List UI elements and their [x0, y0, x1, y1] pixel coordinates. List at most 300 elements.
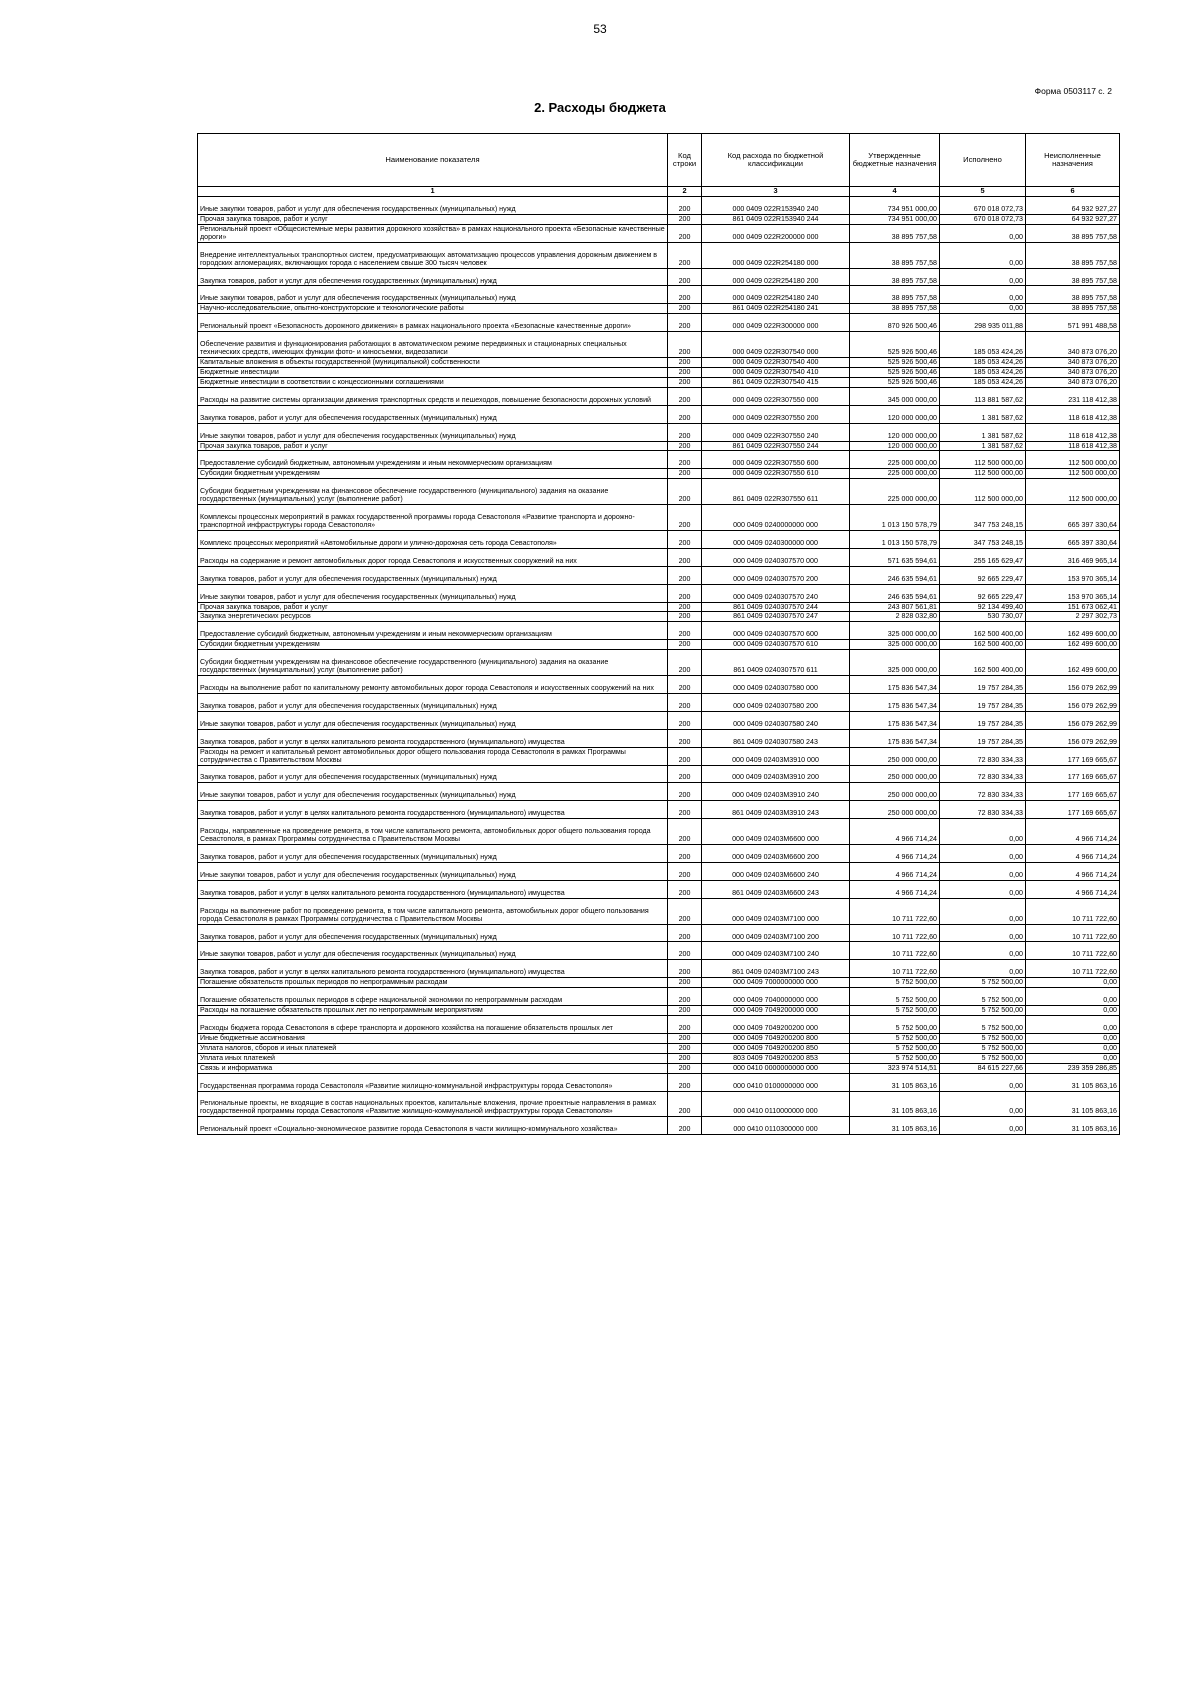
- row-line-code: 200: [668, 479, 702, 505]
- row-indicator-name: Субсидии бюджетным учреждениям на финансовое обеспечение государственного (муниципального) задания на оказание государственных (муниципальных) услуг (выполнение работ): [198, 650, 668, 676]
- row-expense-code: 000 0409 7049200200 850: [702, 1043, 850, 1053]
- table-row: [198, 1006, 1120, 1016]
- row-expense-code: 000 0409 02403М7100 000: [702, 898, 850, 924]
- row-approved-amount: 243 807 561,81: [850, 602, 940, 612]
- row-line-code: 200: [668, 197, 702, 215]
- table-row: [198, 978, 1120, 988]
- row-remaining-amount: 0,00: [1026, 1033, 1120, 1043]
- row-approved-amount: 5 752 500,00: [850, 1043, 940, 1053]
- row-executed-amount: 0,00: [940, 819, 1026, 845]
- row-line-code: 200: [668, 602, 702, 612]
- row-remaining-amount: 156 079 262,99: [1026, 693, 1120, 711]
- row-indicator-name: Субсидии бюджетным учреждениям: [198, 469, 668, 479]
- row-expense-code: 000 0409 022R307550 600: [702, 451, 850, 469]
- row-line-code: 200: [668, 845, 702, 863]
- row-line-code: 200: [668, 622, 702, 640]
- row-expense-code: 000 0409 7049200000 000: [702, 1006, 850, 1016]
- table-row: [198, 423, 1120, 441]
- row-expense-code: 000 0410 0000000000 000: [702, 1063, 850, 1073]
- row-indicator-name: Расходы на выполнение работ по проведению ремонта, в том числе капитального ремонта, автомобильных дорог общего пользования города Севастополя в рамках Программы сотрудничества с Правительством Москвы: [198, 898, 668, 924]
- row-indicator-name: Расходы на погашение обязательств прошлых лет по непрограммным мероприятиям: [198, 1006, 668, 1016]
- row-expense-code: 861 0409 022R307540 415: [702, 377, 850, 387]
- row-indicator-name: Предоставление субсидий бюджетным, автономным учреждениям и иным некоммерческим организациям: [198, 622, 668, 640]
- row-remaining-amount: 156 079 262,99: [1026, 711, 1120, 729]
- row-executed-amount: 0,00: [940, 960, 1026, 978]
- row-expense-code: 000 0409 0240307570 240: [702, 584, 850, 602]
- row-remaining-amount: 0,00: [1026, 1053, 1120, 1063]
- table-row: [198, 942, 1120, 960]
- table-row: [198, 1073, 1120, 1091]
- row-executed-amount: 5 752 500,00: [940, 1043, 1026, 1053]
- row-remaining-amount: 151 673 062,41: [1026, 602, 1120, 612]
- row-line-code: 200: [668, 1053, 702, 1063]
- header-executed: Исполнено: [940, 134, 1026, 187]
- row-executed-amount: 530 730,07: [940, 612, 1026, 622]
- row-expense-code: 000 0409 0240300000 000: [702, 530, 850, 548]
- row-indicator-name: Иные закупки товаров, работ и услуг для обеспечения государственных (муниципальных) нужд: [198, 286, 668, 304]
- row-executed-amount: 0,00: [940, 880, 1026, 898]
- row-line-code: 200: [668, 783, 702, 801]
- row-remaining-amount: 156 079 262,99: [1026, 676, 1120, 694]
- row-indicator-name: Уплата иных платежей: [198, 1053, 668, 1063]
- row-executed-amount: 5 752 500,00: [940, 978, 1026, 988]
- table-header-row: [198, 134, 1120, 187]
- row-executed-amount: 0,00: [940, 286, 1026, 304]
- table-row: [198, 332, 1120, 358]
- row-expense-code: 000 0409 022R307550 610: [702, 469, 850, 479]
- row-indicator-name: Иные закупки товаров, работ и услуг для обеспечения государственных (муниципальных) нужд: [198, 423, 668, 441]
- row-approved-amount: 250 000 000,00: [850, 747, 940, 765]
- row-executed-amount: 185 053 424,26: [940, 358, 1026, 368]
- row-expense-code: 000 0410 0110000000 000: [702, 1091, 850, 1117]
- row-indicator-name: Иные закупки товаров, работ и услуг для обеспечения государственных (муниципальных) нужд: [198, 862, 668, 880]
- row-indicator-name: Расходы бюджета города Севастополя в сфере транспорта и дорожного хозяйства на погашение обязательств прошлых лет: [198, 1015, 668, 1033]
- row-expense-code: 000 0409 0240307570 200: [702, 566, 850, 584]
- row-remaining-amount: 162 499 600,00: [1026, 650, 1120, 676]
- row-executed-amount: 19 757 284,35: [940, 693, 1026, 711]
- table-row: [198, 441, 1120, 451]
- row-remaining-amount: 177 169 665,67: [1026, 765, 1120, 783]
- row-expense-code: 000 0409 7049200200 000: [702, 1015, 850, 1033]
- row-executed-amount: 19 757 284,35: [940, 676, 1026, 694]
- row-expense-code: 000 0409 022R254180 240: [702, 286, 850, 304]
- row-executed-amount: 5 752 500,00: [940, 1015, 1026, 1033]
- column-number: 1: [198, 187, 668, 197]
- row-approved-amount: 120 000 000,00: [850, 441, 940, 451]
- table-row: [198, 862, 1120, 880]
- row-remaining-amount: 38 895 757,58: [1026, 286, 1120, 304]
- row-expense-code: 000 0409 022R307550 240: [702, 423, 850, 441]
- table-row: [198, 960, 1120, 978]
- row-expense-code: 000 0409 02403М3910 000: [702, 747, 850, 765]
- row-approved-amount: 571 635 594,61: [850, 548, 940, 566]
- row-approved-amount: 1 013 150 578,79: [850, 530, 940, 548]
- row-line-code: 200: [668, 924, 702, 942]
- row-approved-amount: 246 635 594,61: [850, 566, 940, 584]
- row-indicator-name: Закупка товаров, работ и услуг для обеспечения государственных (муниципальных) нужд: [198, 924, 668, 942]
- table-row: [198, 530, 1120, 548]
- row-indicator-name: Научно-исследовательские, опытно-конструкторские и технологические работы: [198, 304, 668, 314]
- row-remaining-amount: 4 966 714,24: [1026, 862, 1120, 880]
- row-expense-code: 000 0409 7049200200 800: [702, 1033, 850, 1043]
- row-approved-amount: 5 752 500,00: [850, 978, 940, 988]
- row-remaining-amount: 38 895 757,58: [1026, 268, 1120, 286]
- row-expense-code: 000 0410 0110300000 000: [702, 1117, 850, 1135]
- table-row: [198, 693, 1120, 711]
- row-line-code: 200: [668, 505, 702, 531]
- row-expense-code: 000 0409 02403М6600 240: [702, 862, 850, 880]
- row-line-code: 200: [668, 423, 702, 441]
- row-executed-amount: 112 500 000,00: [940, 469, 1026, 479]
- table-row: [198, 405, 1120, 423]
- row-remaining-amount: 340 873 076,20: [1026, 358, 1120, 368]
- row-approved-amount: 4 966 714,24: [850, 845, 940, 863]
- row-executed-amount: 0,00: [940, 1073, 1026, 1091]
- row-executed-amount: 5 752 500,00: [940, 1006, 1026, 1016]
- row-approved-amount: 5 752 500,00: [850, 1006, 940, 1016]
- row-indicator-name: Погашение обязательств прошлых периодов в сфере национальной экономики по непрограммным расходам: [198, 988, 668, 1006]
- row-expense-code: 000 0409 022R254180 000: [702, 242, 850, 268]
- row-line-code: 200: [668, 387, 702, 405]
- row-indicator-name: Уплата налогов, сборов и иных платежей: [198, 1043, 668, 1053]
- row-approved-amount: 734 951 000,00: [850, 214, 940, 224]
- table-row: [198, 367, 1120, 377]
- table-row: [198, 387, 1120, 405]
- row-line-code: 200: [668, 332, 702, 358]
- row-approved-amount: 38 895 757,58: [850, 304, 940, 314]
- row-expense-code: 000 0409 02403М3910 200: [702, 765, 850, 783]
- row-approved-amount: 4 966 714,24: [850, 880, 940, 898]
- row-indicator-name: Расходы на ремонт и капитальный ремонт автомобильных дорог общего пользования города Севастополя в рамках Программы сотрудничества с Правительством Москвы: [198, 747, 668, 765]
- table-row: [198, 479, 1120, 505]
- row-indicator-name: Иные закупки товаров, работ и услуг для обеспечения государственных (муниципальных) нужд: [198, 584, 668, 602]
- table-row: [198, 268, 1120, 286]
- row-expense-code: 000 0409 02403М6600 000: [702, 819, 850, 845]
- table-row: [198, 505, 1120, 531]
- row-line-code: 200: [668, 1073, 702, 1091]
- row-remaining-amount: 4 966 714,24: [1026, 845, 1120, 863]
- row-approved-amount: 10 711 722,60: [850, 942, 940, 960]
- row-expense-code: 861 0409 022R307550 611: [702, 479, 850, 505]
- row-remaining-amount: 153 970 365,14: [1026, 584, 1120, 602]
- row-line-code: 200: [668, 224, 702, 242]
- row-line-code: 200: [668, 1033, 702, 1043]
- row-executed-amount: 1 381 587,62: [940, 423, 1026, 441]
- row-remaining-amount: 38 895 757,58: [1026, 242, 1120, 268]
- row-expense-code: 861 0409 022R254180 241: [702, 304, 850, 314]
- row-executed-amount: 72 830 334,33: [940, 747, 1026, 765]
- row-executed-amount: 5 752 500,00: [940, 1033, 1026, 1043]
- row-indicator-name: Закупка товаров, работ и услуг для обеспечения государственных (муниципальных) нужд: [198, 765, 668, 783]
- row-approved-amount: 525 926 500,46: [850, 332, 940, 358]
- row-line-code: 200: [668, 242, 702, 268]
- row-indicator-name: Закупка товаров, работ и услуг в целях капитального ремонта государственного (муниципального) имущества: [198, 960, 668, 978]
- table-row: [198, 711, 1120, 729]
- row-expense-code: 000 0409 022R307550 200: [702, 405, 850, 423]
- table-row: [198, 1043, 1120, 1053]
- row-expense-code: 000 0409 02403М3910 240: [702, 783, 850, 801]
- row-expense-code: 000 0409 022R307550 000: [702, 387, 850, 405]
- table-row: [198, 622, 1120, 640]
- row-executed-amount: 1 381 587,62: [940, 405, 1026, 423]
- row-indicator-name: Субсидии бюджетным учреждениям: [198, 640, 668, 650]
- row-approved-amount: 175 836 547,34: [850, 711, 940, 729]
- row-expense-code: 000 0409 022R254180 200: [702, 268, 850, 286]
- table-row: [198, 1015, 1120, 1033]
- row-expense-code: 000 0409 022R153940 240: [702, 197, 850, 215]
- row-executed-amount: 72 830 334,33: [940, 801, 1026, 819]
- row-remaining-amount: 64 932 927,27: [1026, 214, 1120, 224]
- row-executed-amount: 113 881 587,62: [940, 387, 1026, 405]
- table-row: [198, 924, 1120, 942]
- row-approved-amount: 5 752 500,00: [850, 988, 940, 1006]
- row-indicator-name: Погашение обязательств прошлых периодов по непрограммным расходам: [198, 978, 668, 988]
- row-expense-code: 000 0409 02403М6600 200: [702, 845, 850, 863]
- row-remaining-amount: 340 873 076,20: [1026, 332, 1120, 358]
- row-indicator-name: Закупка товаров, работ и услуг для обеспечения государственных (муниципальных) нужд: [198, 693, 668, 711]
- row-expense-code: 000 0409 022R307540 000: [702, 332, 850, 358]
- row-remaining-amount: 38 895 757,58: [1026, 224, 1120, 242]
- row-indicator-name: Комплексы процессных мероприятий в рамках государственной программы города Севастополя «Развитие транспорта и дорожно-транспортной инфраструктуры города Севастополя»: [198, 505, 668, 531]
- row-remaining-amount: 38 895 757,58: [1026, 304, 1120, 314]
- row-approved-amount: 10 711 722,60: [850, 898, 940, 924]
- table-row: [198, 224, 1120, 242]
- row-remaining-amount: 112 500 000,00: [1026, 479, 1120, 505]
- row-expense-code: 861 0409 02403М3910 243: [702, 801, 850, 819]
- row-indicator-name: Бюджетные инвестиции: [198, 367, 668, 377]
- row-approved-amount: 525 926 500,46: [850, 367, 940, 377]
- row-line-code: 200: [668, 765, 702, 783]
- row-line-code: 200: [668, 960, 702, 978]
- row-indicator-name: Региональные проекты, не входящие в состав национальных проектов, капитальные вложения, прочие проектные направления в рамках государственной программы города Севастополя «Развитие жилищно-коммунальной инфраструктуры города Севастополя»: [198, 1091, 668, 1117]
- row-approved-amount: 1 013 150 578,79: [850, 505, 940, 531]
- row-indicator-name: Предоставление субсидий бюджетным, автономным учреждениям и иным некоммерческим организациям: [198, 451, 668, 469]
- row-line-code: 200: [668, 286, 702, 304]
- table-row: [198, 845, 1120, 863]
- row-approved-amount: 225 000 000,00: [850, 451, 940, 469]
- row-expense-code: 000 0409 7040000000 000: [702, 988, 850, 1006]
- row-approved-amount: 5 752 500,00: [850, 1033, 940, 1043]
- row-indicator-name: Закупка товаров, работ и услуг в целях капитального ремонта государственного (муниципального) имущества: [198, 729, 668, 747]
- row-approved-amount: 325 000 000,00: [850, 650, 940, 676]
- row-executed-amount: 162 500 400,00: [940, 622, 1026, 640]
- row-approved-amount: 250 000 000,00: [850, 765, 940, 783]
- header-remaining: Неисполненные назначения: [1026, 134, 1120, 187]
- row-remaining-amount: 2 297 302,73: [1026, 612, 1120, 622]
- table-row: [198, 584, 1120, 602]
- row-executed-amount: 92 665 229,47: [940, 584, 1026, 602]
- row-line-code: 200: [668, 676, 702, 694]
- row-approved-amount: 10 711 722,60: [850, 924, 940, 942]
- row-remaining-amount: 0,00: [1026, 1015, 1120, 1033]
- row-approved-amount: 225 000 000,00: [850, 479, 940, 505]
- row-executed-amount: 92 134 499,40: [940, 602, 1026, 612]
- row-line-code: 200: [668, 978, 702, 988]
- row-approved-amount: 38 895 757,58: [850, 242, 940, 268]
- row-executed-amount: 84 615 227,66: [940, 1063, 1026, 1073]
- row-line-code: 200: [668, 469, 702, 479]
- row-indicator-name: Прочая закупка товаров, работ и услуг: [198, 214, 668, 224]
- row-remaining-amount: 0,00: [1026, 978, 1120, 988]
- row-remaining-amount: 10 711 722,60: [1026, 960, 1120, 978]
- row-approved-amount: 734 951 000,00: [850, 197, 940, 215]
- row-expense-code: 861 0409 0240307570 247: [702, 612, 850, 622]
- header-expense-code: Код расхода по бюджетной классификации: [702, 134, 850, 187]
- row-expense-code: 000 0409 0240307580 240: [702, 711, 850, 729]
- row-remaining-amount: 0,00: [1026, 1043, 1120, 1053]
- row-line-code: 200: [668, 1043, 702, 1053]
- row-line-code: 200: [668, 1117, 702, 1135]
- row-approved-amount: 175 836 547,34: [850, 693, 940, 711]
- row-approved-amount: 175 836 547,34: [850, 676, 940, 694]
- row-indicator-name: Иные закупки товаров, работ и услуг для обеспечения государственных (муниципальных) нужд: [198, 942, 668, 960]
- row-indicator-name: Расходы на выполнение работ по капитальному ремонту автомобильных дорог города Севастополя и искусственных сооружений на них: [198, 676, 668, 694]
- row-approved-amount: 4 966 714,24: [850, 819, 940, 845]
- row-remaining-amount: 340 873 076,20: [1026, 367, 1120, 377]
- row-remaining-amount: 156 079 262,99: [1026, 729, 1120, 747]
- row-indicator-name: Комплекс процессных мероприятий «Автомобильные дороги и улично-дорожная сеть города Севастополя»: [198, 530, 668, 548]
- row-expense-code: 000 0409 022R300000 000: [702, 314, 850, 332]
- row-line-code: 200: [668, 729, 702, 747]
- header-indicator-name: Наименование показателя: [198, 134, 668, 187]
- row-executed-amount: 19 757 284,35: [940, 729, 1026, 747]
- row-remaining-amount: 177 169 665,67: [1026, 747, 1120, 765]
- table-row: [198, 1091, 1120, 1117]
- row-line-code: 200: [668, 819, 702, 845]
- row-remaining-amount: 118 618 412,38: [1026, 423, 1120, 441]
- row-line-code: 200: [668, 1063, 702, 1073]
- column-number: 6: [1026, 187, 1120, 197]
- table-row: [198, 377, 1120, 387]
- row-executed-amount: 347 753 248,15: [940, 505, 1026, 531]
- row-remaining-amount: 4 966 714,24: [1026, 880, 1120, 898]
- row-executed-amount: 92 665 229,47: [940, 566, 1026, 584]
- row-line-code: 200: [668, 358, 702, 368]
- row-approved-amount: 175 836 547,34: [850, 729, 940, 747]
- row-approved-amount: 120 000 000,00: [850, 405, 940, 423]
- header-line-code: Код строки: [668, 134, 702, 187]
- table-row: [198, 1117, 1120, 1135]
- row-approved-amount: 325 000 000,00: [850, 640, 940, 650]
- row-expense-code: 861 0409 022R153940 244: [702, 214, 850, 224]
- table-row: [198, 676, 1120, 694]
- table-row: [198, 602, 1120, 612]
- row-remaining-amount: 239 359 286,85: [1026, 1063, 1120, 1073]
- row-executed-amount: 0,00: [940, 304, 1026, 314]
- row-executed-amount: 185 053 424,26: [940, 332, 1026, 358]
- table-row: [198, 469, 1120, 479]
- row-expense-code: 861 0409 02403М7100 243: [702, 960, 850, 978]
- row-indicator-name: Региональный проект «Общесистемные меры развития дорожного хозяйства» в рамках национального проекта «Безопасные качественные дороги»: [198, 224, 668, 242]
- row-approved-amount: 323 974 514,51: [850, 1063, 940, 1073]
- row-line-code: 200: [668, 1006, 702, 1016]
- table-row: [198, 197, 1120, 215]
- row-line-code: 200: [668, 942, 702, 960]
- row-indicator-name: Внедрение интеллектуальных транспортных систем, предусматривающих автоматизацию процессов управления дорожным движением в городских агломерациях, включающих города с населением свыше 300 тысяч человек: [198, 242, 668, 268]
- row-expense-code: 000 0409 0240307570 000: [702, 548, 850, 566]
- table-row: [198, 242, 1120, 268]
- table-row: [198, 765, 1120, 783]
- row-remaining-amount: 162 499 600,00: [1026, 640, 1120, 650]
- row-approved-amount: 246 635 594,61: [850, 584, 940, 602]
- table-row: [198, 358, 1120, 368]
- row-expense-code: 000 0409 0240307570 610: [702, 640, 850, 650]
- row-expense-code: 861 0409 022R307550 244: [702, 441, 850, 451]
- section-title: 2. Расходы бюджета: [534, 100, 666, 115]
- row-approved-amount: 5 752 500,00: [850, 1015, 940, 1033]
- row-indicator-name: Закупка товаров, работ и услуг для обеспечения государственных (муниципальных) нужд: [198, 405, 668, 423]
- row-line-code: 200: [668, 314, 702, 332]
- column-number: 3: [702, 187, 850, 197]
- row-indicator-name: Прочая закупка товаров, работ и услуг: [198, 602, 668, 612]
- row-indicator-name: Иные закупки товаров, работ и услуг для обеспечения государственных (муниципальных) нужд: [198, 197, 668, 215]
- row-remaining-amount: 231 118 412,38: [1026, 387, 1120, 405]
- row-indicator-name: Закупка энергетических ресурсов: [198, 612, 668, 622]
- row-expense-code: 000 0409 022R200000 000: [702, 224, 850, 242]
- table-row: [198, 1053, 1120, 1063]
- row-approved-amount: 5 752 500,00: [850, 1053, 940, 1063]
- row-expense-code: 861 0409 0240307580 243: [702, 729, 850, 747]
- row-indicator-name: Иные закупки товаров, работ и услуг для обеспечения государственных (муниципальных) нужд: [198, 783, 668, 801]
- table-row: [198, 1033, 1120, 1043]
- row-executed-amount: 0,00: [940, 242, 1026, 268]
- row-indicator-name: Прочая закупка товаров, работ и услуг: [198, 441, 668, 451]
- row-indicator-name: Региональный проект «Безопасность дорожного движения» в рамках национального проекта «Безопасные качественные дороги»: [198, 314, 668, 332]
- table-row: [198, 548, 1120, 566]
- row-line-code: 200: [668, 988, 702, 1006]
- row-expense-code: 000 0410 0100000000 000: [702, 1073, 850, 1091]
- row-approved-amount: 10 711 722,60: [850, 960, 940, 978]
- row-indicator-name: Закупка товаров, работ и услуг в целях капитального ремонта государственного (муниципального) имущества: [198, 801, 668, 819]
- row-indicator-name: Бюджетные инвестиции в соответствии с концессионными соглашениями: [198, 377, 668, 387]
- table-row: [198, 729, 1120, 747]
- table-row: [198, 650, 1120, 676]
- row-line-code: 200: [668, 548, 702, 566]
- row-remaining-amount: 177 169 665,67: [1026, 801, 1120, 819]
- row-executed-amount: 5 752 500,00: [940, 988, 1026, 1006]
- row-line-code: 200: [668, 377, 702, 387]
- table-row: [198, 1063, 1120, 1073]
- row-expense-code: 861 0409 02403М6600 243: [702, 880, 850, 898]
- row-expense-code: 000 0409 0240000000 000: [702, 505, 850, 531]
- row-indicator-name: Закупка товаров, работ и услуг для обеспечения государственных (муниципальных) нужд: [198, 268, 668, 286]
- row-remaining-amount: 31 105 863,16: [1026, 1117, 1120, 1135]
- row-remaining-amount: 316 469 965,14: [1026, 548, 1120, 566]
- row-executed-amount: 162 500 400,00: [940, 650, 1026, 676]
- row-line-code: 200: [668, 711, 702, 729]
- row-executed-amount: 112 500 000,00: [940, 479, 1026, 505]
- row-remaining-amount: 10 711 722,60: [1026, 942, 1120, 960]
- row-executed-amount: 0,00: [940, 862, 1026, 880]
- table-row: [198, 214, 1120, 224]
- row-remaining-amount: 177 169 665,67: [1026, 783, 1120, 801]
- row-executed-amount: 72 830 334,33: [940, 783, 1026, 801]
- row-remaining-amount: 665 397 330,64: [1026, 530, 1120, 548]
- row-line-code: 200: [668, 747, 702, 765]
- row-approved-amount: 325 000 000,00: [850, 622, 940, 640]
- row-approved-amount: 38 895 757,58: [850, 268, 940, 286]
- row-remaining-amount: 4 966 714,24: [1026, 819, 1120, 845]
- row-expense-code: 000 0409 7000000000 000: [702, 978, 850, 988]
- row-approved-amount: 38 895 757,58: [850, 286, 940, 304]
- row-executed-amount: 0,00: [940, 924, 1026, 942]
- row-executed-amount: 5 752 500,00: [940, 1053, 1026, 1063]
- table-row: [198, 819, 1120, 845]
- row-indicator-name: Региональный проект «Социально-экономическое развитие города Севастополя в части жилищно-коммунального хозяйства»: [198, 1117, 668, 1135]
- budget-expenses-table: [197, 133, 1120, 1135]
- table-row: [198, 801, 1120, 819]
- row-executed-amount: 112 500 000,00: [940, 451, 1026, 469]
